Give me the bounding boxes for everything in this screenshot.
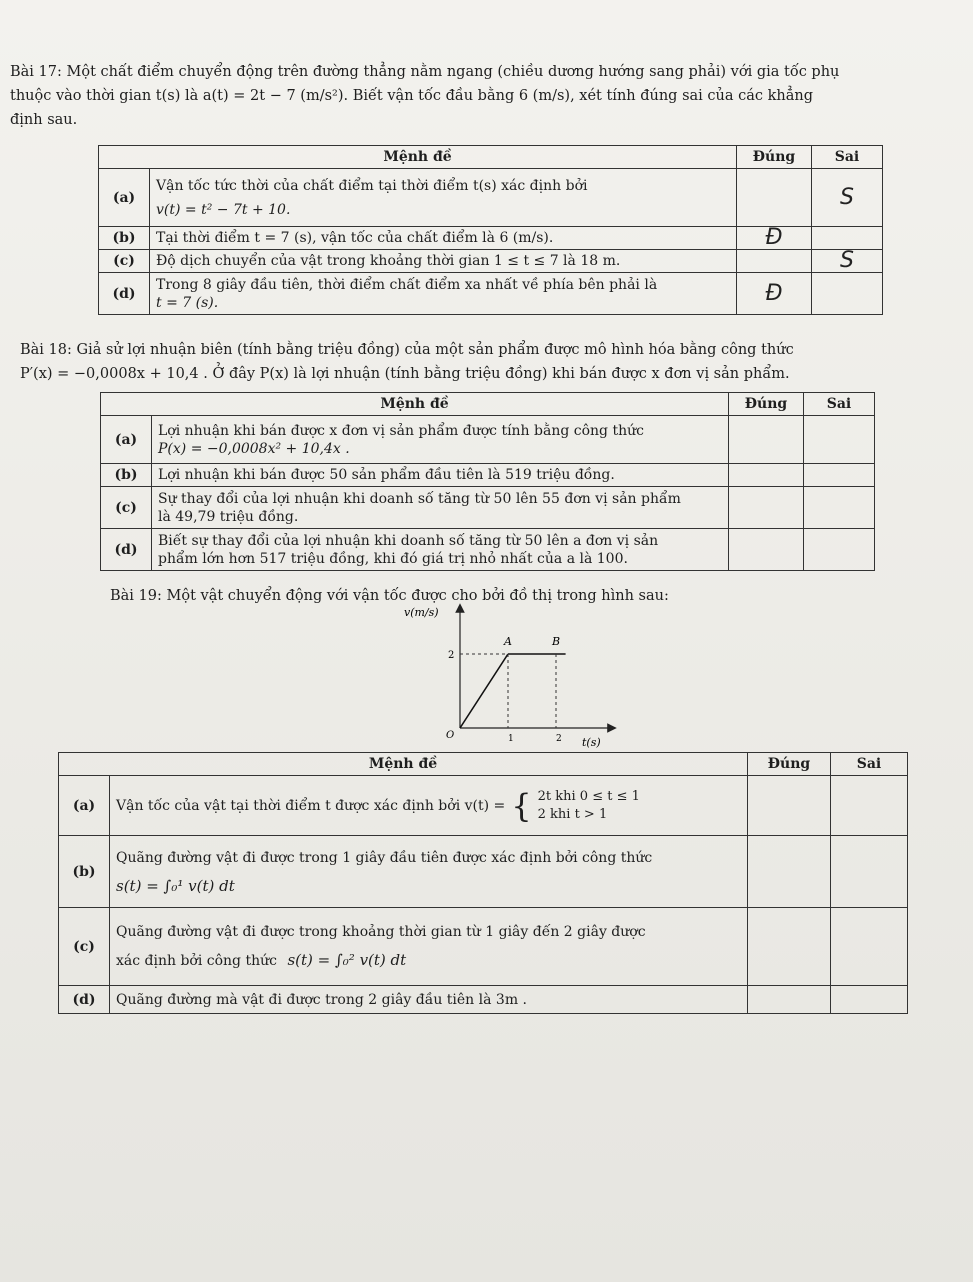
- y-axis-label: v(m/s): [404, 606, 439, 619]
- bai19-row-a-label: (a): [59, 776, 110, 836]
- bai19-row-b-dung[interactable]: [748, 836, 831, 908]
- y-tick-2: 2: [448, 650, 455, 661]
- bai19-row-c-label: (c): [59, 908, 110, 986]
- bai17-table: [98, 145, 883, 315]
- bai18-row-a-sai[interactable]: [804, 416, 875, 464]
- bai17-row-b-sai[interactable]: [812, 227, 883, 250]
- x-axis-label: t(s): [582, 736, 601, 749]
- bai19-row-a-statement: Vận tốc của vật tại thời điểm t được xác định bởi v(t) = { 2t khi 0 ≤ t ≤ 1 2 khi t > 1: [110, 776, 748, 836]
- bai18-header-sai: Sai: [804, 393, 875, 416]
- bai18-line2: P′(x) = −0,0008x + 10,4 . Ở đây P(x) là lợi nhuận (tính bằng triệu đồng) khi bán được x đơn vị sản phẩm.: [20, 366, 790, 382]
- bai18-row-d-sai[interactable]: [804, 529, 875, 571]
- formula-c: s(t) = ∫₀² v(t) dt: [287, 951, 407, 969]
- bai17-row-b-statement: Tại thời điểm t = 7 (s), vận tốc của chất điểm là 6 (m/s).: [150, 227, 737, 250]
- bai19-row-b-label: (b): [59, 836, 110, 908]
- bai19-row-c-dung[interactable]: [748, 908, 831, 986]
- bai17-line2: thuộc vào thời gian t(s) là a(t) = 2t − 7 (m/s²). Biết vận tốc đầu bằng 6 (m/s), xét tính đúng sai của các khẳng: [10, 88, 814, 104]
- point-a-label: A: [504, 635, 512, 648]
- case-1: 2t khi 0 ≤ t ≤ 1: [537, 788, 640, 804]
- bai19-header-menh-de: Mệnh đề: [59, 753, 748, 776]
- bai17-header-dung: Đúng: [737, 146, 812, 169]
- bai17-header-menh-de: Mệnh đề: [99, 146, 737, 169]
- bai19-row-c-statement: Quãng đường vật đi được trong khoảng thời gian từ 1 giây đến 2 giây được xác định bởi công thức s(t) = ∫₀² v(t) dt: [110, 908, 748, 986]
- bai17-problem: [10, 60, 960, 132]
- bai19-row-c-sai[interactable]: [831, 908, 908, 986]
- bai17-row-a-label: (a): [99, 169, 150, 227]
- bai17-row-d-statement: Trong 8 giây đầu tiên, thời điểm chất điểm xa nhất về phía bên phải là t = 7 (s).: [150, 273, 737, 315]
- bai17-row-d-label: (d): [99, 273, 150, 315]
- bai19-row-b-statement: Quãng đường vật đi được trong 1 giây đầu tiên được xác định bởi công thức s(t) = ∫₀¹ v(t) dt: [110, 836, 748, 908]
- bai17-row-b-dung[interactable]: Đ: [737, 227, 812, 250]
- bai17-row-c-sai[interactable]: S: [812, 250, 883, 273]
- bai18-row-c-label: (c): [101, 487, 152, 529]
- bai18-header-dung: Đúng: [729, 393, 804, 416]
- bai19-table: [58, 752, 908, 1014]
- bai18-table: [100, 392, 875, 571]
- bai19-row-d-sai[interactable]: [831, 986, 908, 1014]
- velocity-segment-1: [460, 654, 508, 728]
- bai17-row-a-statement: Vận tốc tức thời của chất điểm tại thời điểm t(s) xác định bởi v(t) = t² − 7t + 10.: [150, 169, 737, 227]
- point-b-label: B: [552, 635, 561, 648]
- bai18-row-a-dung[interactable]: [729, 416, 804, 464]
- bai17-row-a-sai[interactable]: S: [812, 169, 883, 227]
- bai18-row-d-dung[interactable]: [729, 529, 804, 571]
- bai17-row-c-label: (c): [99, 250, 150, 273]
- x-tick-1: 1: [508, 734, 514, 744]
- bai17-row-d-sai[interactable]: [812, 273, 883, 315]
- bai18-row-d-label: (d): [101, 529, 152, 571]
- bai18-row-b-sai[interactable]: [804, 464, 875, 487]
- bai19-row-a-dung[interactable]: [748, 776, 831, 836]
- velocity-graph: [390, 600, 620, 750]
- bai18-row-c-statement: Sự thay đổi của lợi nhuận khi doanh số tăng từ 50 lên 55 đơn vị sản phẩm là 49,79 triệu đồng.: [152, 487, 729, 529]
- bai18-row-a-label: (a): [101, 416, 152, 464]
- bai18-row-b-statement: Lợi nhuận khi bán được 50 sản phẩm đầu tiên là 519 triệu đồng.: [152, 464, 729, 487]
- bai18-row-c-sai[interactable]: [804, 487, 875, 529]
- bai17-row-b-label: (b): [99, 227, 150, 250]
- case-2: 2 khi t > 1: [537, 806, 608, 822]
- bai17-row-c-dung[interactable]: [737, 250, 812, 273]
- bai19-row-b-sai[interactable]: [831, 836, 908, 908]
- bai19-header-dung: Đúng: [748, 753, 831, 776]
- bai17-row-a-dung[interactable]: [737, 169, 812, 227]
- bai18-row-b-label: (b): [101, 464, 152, 487]
- bai18-header-menh-de: Mệnh đề: [101, 393, 729, 416]
- bai18-row-a-statement: Lợi nhuận khi bán được x đơn vị sản phẩm được tính bằng công thức P(x) = −0,0008x² + 10,4x .: [152, 416, 729, 464]
- formula-b: s(t) = ∫₀¹ v(t) dt: [116, 876, 235, 895]
- graph-lines: [460, 654, 566, 728]
- bai18-row-d-statement: Biết sự thay đổi của lợi nhuận khi doanh số tăng từ 50 lên a đơn vị sản phẩm lớn hơn 517 triệu đồng, khi đó giá trị nhỏ nhất của a là 100.: [152, 529, 729, 571]
- bai17-header-sai: Sai: [812, 146, 883, 169]
- bai19-header-sai: Sai: [831, 753, 908, 776]
- bai19-row-a-sai[interactable]: [831, 776, 908, 836]
- bai18-row-c-dung[interactable]: [729, 487, 804, 529]
- bai17-row-c-statement: Độ dịch chuyển của vật trong khoảng thời gian 1 ≤ t ≤ 7 là 18 m.: [150, 250, 737, 273]
- bai18-row-b-dung[interactable]: [729, 464, 804, 487]
- origin-label: O: [446, 730, 455, 741]
- bai19-row-d-label: (d): [59, 986, 110, 1014]
- bai17-line3: định sau.: [10, 112, 78, 128]
- bai19-row-d-dung[interactable]: [748, 986, 831, 1014]
- bai19-row-d-statement: Quãng đường mà vật đi được trong 2 giây đầu tiên là 3m .: [110, 986, 748, 1014]
- x-tick-2: 2: [556, 734, 562, 744]
- bai18-problem: [20, 338, 960, 386]
- bai19-line1: Bài 19: Một vật chuyển động với vận tốc được cho bởi đồ thị trong hình sau:: [110, 588, 669, 604]
- bai17-row-d-dung[interactable]: Đ: [737, 273, 812, 315]
- bai17-line1: Bài 17: Một chất điểm chuyển động trên đường thẳng nằm ngang (chiều dương hướng sang phải) với gia tốc phụ: [10, 64, 840, 80]
- bai18-line1: Bài 18: Giả sử lợi nhuận biên (tính bằng triệu đồng) của một sản phẩm được mô hình hóa bằng công thức: [20, 342, 794, 358]
